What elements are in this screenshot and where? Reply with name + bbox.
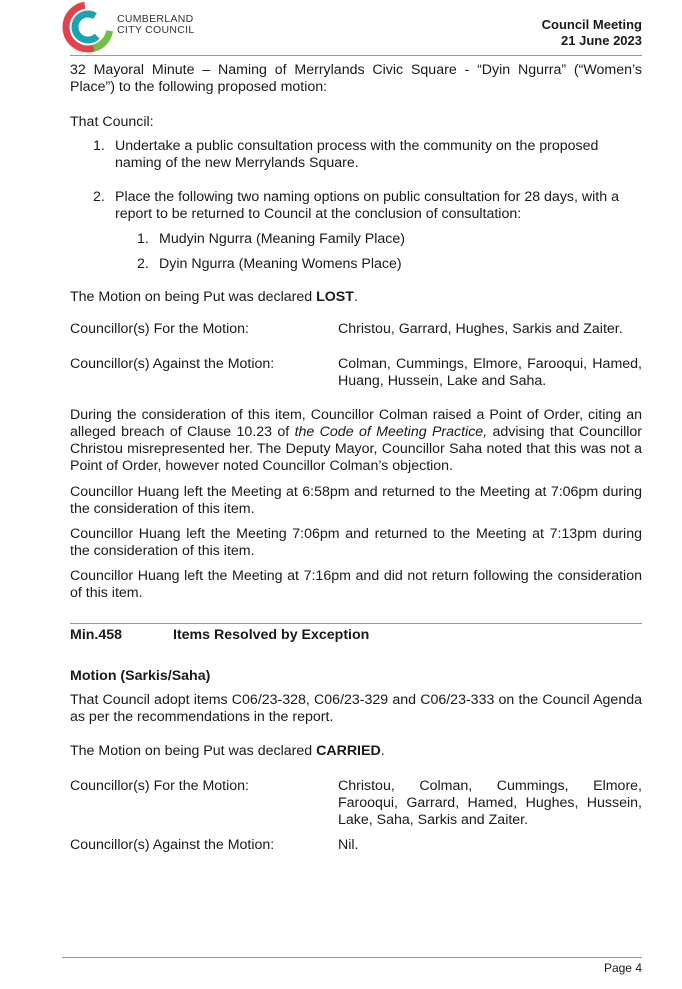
list-text: Place the following two naming options on public consultation for 28 days, with a report to be returned to Council at the conclusion of consultation: — [115, 189, 619, 222]
for-names: Christou, Garrard, Hughes, Sarkis and Zaiter. — [338, 321, 623, 337]
motion-heading: Motion (Sarkis/Saha) — [70, 668, 211, 684]
attendance-note: Councillor Huang left the Meeting at 7:16pm and did not return following the consideration of this item. — [70, 568, 642, 601]
list-number: 2. — [93, 189, 105, 205]
against-names: Colman, Cummings, Elmore, Farooqui, Hamed, Huang, Hussein, Lake and Saha. — [338, 356, 642, 389]
result-prefix: The Motion on being Put was declared — [70, 743, 317, 759]
point-of-order-paragraph — [70, 407, 642, 475]
section-rule — [70, 623, 642, 624]
for-label: Councillor(s) For the Motion: — [70, 321, 249, 337]
poo-text-1: During the consideration of this item, Councillor Colman raised a Point of Order, citing an alleged breach of Clause 10.23 of — [70, 407, 642, 440]
list-item — [93, 189, 642, 223]
motion-text: That Council adopt items C06/23-328, C06/23-329 and C06/23-333 on the Council Agenda as per the recommendations in the report. — [70, 692, 642, 725]
header-rule — [70, 55, 642, 56]
that-council: That Council: — [70, 114, 154, 130]
poo-italic: the Code of Meeting Practice, — [294, 424, 488, 440]
result-suffix: . — [380, 743, 385, 759]
result-prefix: The Motion on being Put was declared — [70, 289, 317, 305]
poo-text-2: advising that Councillor Christou misrepresented her. The Deputy Mayor, Councillor Saha noted that this was not a Point of Order, however noted Councillor Colman’s objection. — [70, 424, 643, 474]
meeting-date: 21 June 2023 — [561, 33, 642, 48]
page-number: Page 4 — [603, 961, 642, 975]
org-name-line1: CUMBERLAND — [117, 13, 194, 25]
motion-result — [70, 743, 642, 760]
org-name-line2: CITY COUNCIL — [117, 24, 195, 36]
list-number: 1. — [137, 231, 149, 247]
list-text: Mudyin Ngurra (Meaning Family Place) — [159, 231, 406, 247]
minute-title: Items Resolved by Exception — [173, 627, 370, 643]
list-text: Dyin Ngurra (Meaning Womens Place) — [159, 256, 402, 272]
against-names: Nil. — [338, 837, 359, 853]
attendance-note: Councillor Huang left the Meeting at 6:58pm and returned to the Meeting at 7:06pm during the consideration of this item. — [70, 484, 642, 517]
result-status: CARRIED — [316, 743, 381, 759]
against-label: Councillor(s) Against the Motion: — [70, 837, 275, 853]
list-text: Undertake a public consultation process with the community on the proposed naming of the new Merrylands Square. — [115, 138, 599, 171]
meeting-title: Council Meeting — [541, 17, 642, 32]
list-number: 2. — [137, 256, 149, 272]
sub-list-item — [137, 256, 642, 273]
list-item — [93, 138, 642, 172]
cumberland-logo — [62, 0, 114, 54]
for-label: Councillor(s) For the Motion: — [70, 778, 249, 794]
intro-paragraph: 32 Mayoral Minute – Naming of Merrylands Civic Square - “Dyin Ngurra” (“Women’s Place”) to the following proposed motion: — [70, 62, 642, 95]
result-suffix: . — [353, 289, 358, 305]
sub-list-item — [137, 231, 642, 248]
list-number: 1. — [93, 138, 105, 154]
minute-number: Min.458 — [70, 627, 123, 643]
for-names: Christou, Colman, Cummings, Elmore, Farooqui, Garrard, Hamed, Hughes, Hussein, Lake, Saha, Sarkis and Zaiter. — [338, 778, 642, 828]
motion-result — [70, 289, 642, 306]
attendance-note: Councillor Huang left the Meeting 7:06pm and returned to the Meeting at 7:13pm during the consideration of this item. — [70, 526, 642, 559]
against-label: Councillor(s) Against the Motion: — [70, 356, 275, 372]
result-status: LOST — [316, 289, 354, 305]
footer-rule — [62, 957, 642, 958]
